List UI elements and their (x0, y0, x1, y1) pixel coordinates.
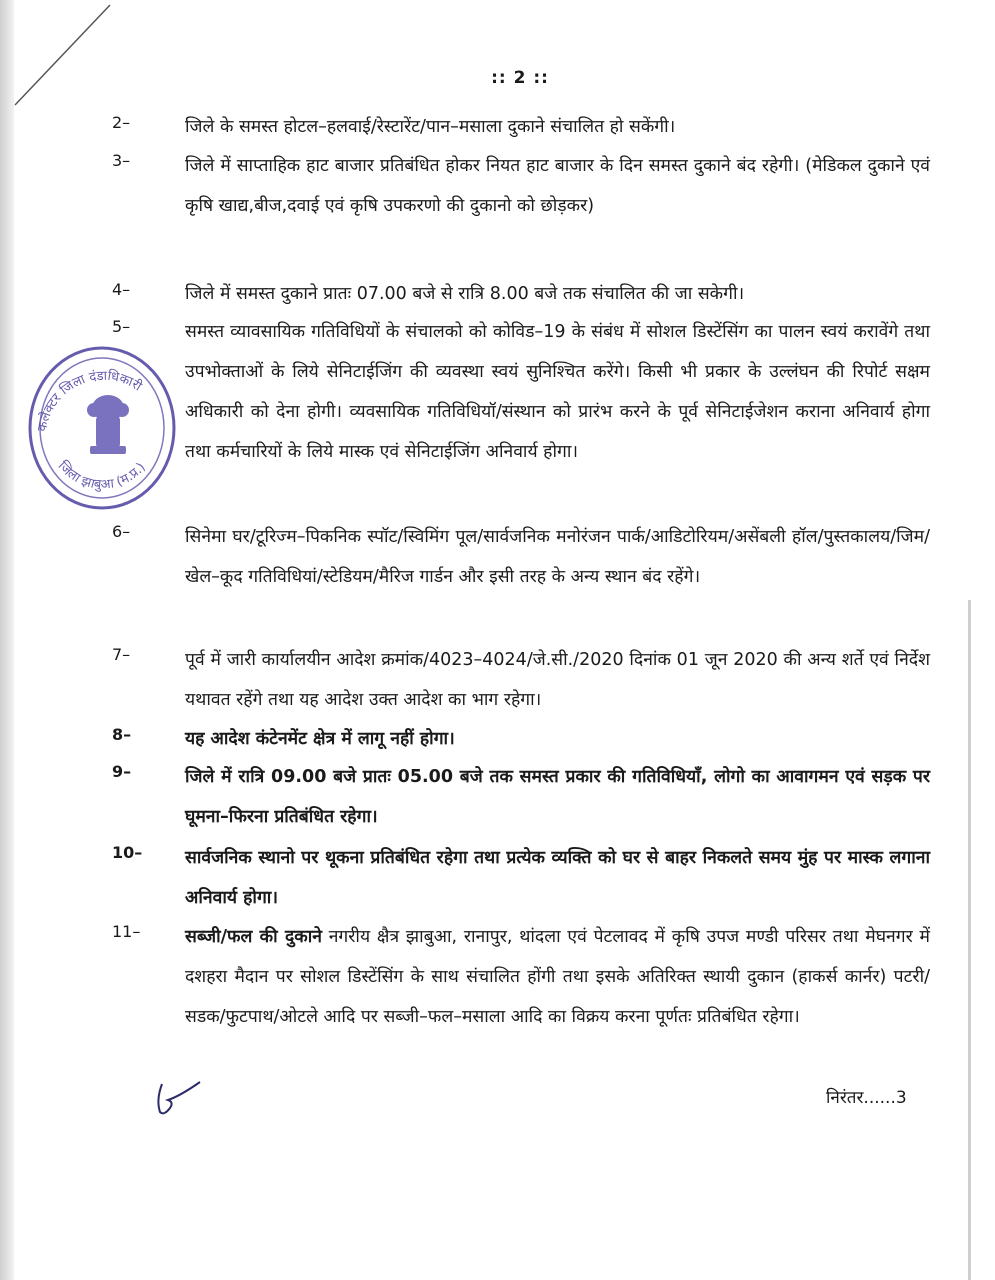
emblem-icon (87, 395, 129, 454)
item-number: 11– (112, 922, 141, 941)
signature-initial (150, 1072, 210, 1117)
svg-text:जिला झाबुआ (म.प्र.): जिला झाबुआ (म.प्र.) (54, 458, 149, 493)
item-number: 6– (112, 522, 131, 541)
continued-marker: निरंतर......3 (826, 1088, 907, 1108)
official-seal (18, 336, 183, 516)
item-text (185, 917, 930, 1037)
scan-right-edge (968, 600, 971, 1280)
corner-fold-line (10, 0, 120, 110)
item-number: 7– (112, 645, 131, 664)
item-text: जिले में समस्त दुकाने प्रातः 07.00 बजे से रात्रि 8.00 बजे तक संचालित की जा सकेगी। (185, 284, 745, 304)
item-number: 3– (112, 151, 131, 170)
item-number: 10– (112, 843, 143, 862)
item-number: 2– (112, 113, 131, 132)
item-text: यह आदेश कंटेनमेंट क्षेत्र में लागू नहीं होगा। (185, 729, 455, 749)
item-text: सार्वजनिक स्थानो पर थूकना प्रतिबंधित रहेगा तथा प्रत्येक व्यक्ति को घर से बाहर निकलते समय मुंह पर मास्क लगाना अनिवार्य होगा। (185, 848, 930, 908)
item-text: पूर्व में जारी कार्यालयीन आदेश क्रमांक/4023–4024/जे.सी./2020 दिनांक 01 जून 2020 की अन्य शर्ते एवं निर्देश यथावत रहेंगे तथा यह आदेश उक्त आदेश का भाग रहेगा। (185, 650, 930, 710)
item-body: नगरीय क्षैत्र झाबुआ, रानापुर, थांदला एवं पेटलावद में कृषि उपज मण्डी परिसर तथा मेघनगर में दशहरा मैदान पर सोशल डिस्टेंसिंग के साथ संचालित होंगी तथा इसके अतिरिक्त स्थायी दुकान (हाकर्स कार्नर) पटरी/सडक/फुटपाथ/ओटले आदि पर सब्जी–फल–मसाला आदि का विक्रय करना पूर्णतः प्रतिबंधित रहेगा। (185, 927, 930, 1027)
page-number: :: 2 :: (491, 68, 549, 88)
item-number: 9– (112, 762, 132, 781)
item-text: जिले में रात्रि 09.00 बजे प्रातः 05.00 बजे तक समस्त प्रकार की गतिविधियॉं, लोगो का आवागमन एवं सड़क पर घूमना–फिरना प्रतिबंधित रहेगा। (185, 767, 930, 827)
item-lead: सब्जी/फल की दुकाने (185, 927, 322, 947)
svg-text:कलेक्टर जिला दंडाधिकारी: कलेक्टर जिला दंडाधिकारी (34, 368, 145, 433)
item-number: 4– (112, 280, 131, 299)
item-number: 5– (112, 317, 131, 336)
item-text: सिनेमा घर/टूरिज्म–पिकनिक स्पॉट/स्विमिंग पूल/सार्वजनिक मनोरंजन पार्क/आडिटोरियम/असेंबली हॉल/पुस्तकालय/जिम/खेल–कूद गतिविधियां/स्टेडियम/मैरिज गार्डन और इसी तरह के अन्य स्थान बंद रहेंगे। (185, 527, 930, 587)
item-text: जिले में साप्ताहिक हाट बाजार प्रतिबंधित होकर नियत हाट बाजार के दिन समस्त दुकाने बंद रहेगी। (मेडिकल दुकाने एवं कृषि खाद्य,बीज,दवाई एवं कृषि उपकरणो की दुकानो को छोड़कर) (185, 156, 930, 216)
item-text: समस्त व्यावसायिक गतिविधियों के संचालको को कोविड–19 के संबंध में सोशल डिस्टेंसिंग का पालन स्वयं करावेंगे तथा उपभोक्ताओं के लिये सेनिटाईजिंग की व्यवस्था स्वयं सुनिश्चित करेंगे। किसी भी प्रकार के उल्लंघन की रिपोर्ट सक्षम अधिकारी को देना होगी। व्यवसायिक गतिविधियॉ/संस्थान को प्रारंभ करने के पूर्व सेनिटाईजेशन कराना अनिवार्य होगा तथा कर्मचारियों के लिये मास्क एवं सेनिटाईजिंग अनिवार्य होगा। (185, 322, 930, 462)
item-number: 8– (112, 725, 132, 744)
scan-left-edge (0, 0, 14, 1280)
item-text: जिले के समस्त होटल–हलवाई/रेस्टारेंट/पान–मसाला दुकाने संचालित हो सकेंगी। (185, 117, 676, 137)
